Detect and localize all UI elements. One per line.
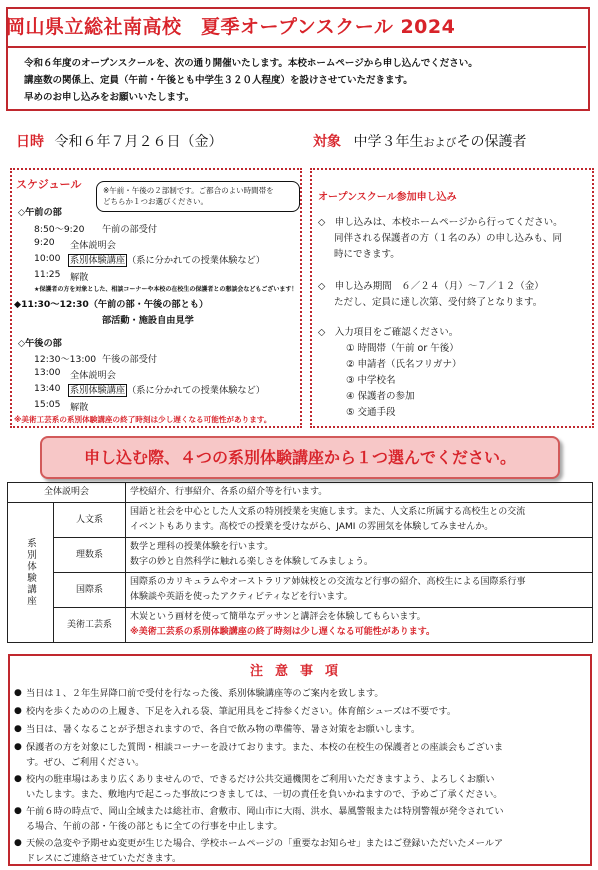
note-6b: る場合、午前の部・午後の部ともに全ての行事を中止します。 [26, 821, 283, 832]
table-row [8, 573, 593, 608]
event-date [16, 131, 222, 151]
general-text: 学校紹介、行事紹介、各系の紹介等を行います。 [126, 483, 593, 503]
am-course-label: 系別体験講座 [70, 255, 126, 266]
pm-text-4: 解散 [70, 402, 89, 413]
am-text-4: 解散 [70, 272, 89, 283]
pm-time-2: 13:00 [34, 367, 61, 378]
pm-text-1: 午後の部受付 [102, 354, 158, 365]
desc-line: 体験談や英語を使ったアクティビティなどを行います。 [130, 592, 353, 602]
apply-item-1: ① 時間帯（午前 or 午後） [346, 343, 459, 354]
am-text-1: 午前の部受付 [102, 224, 158, 235]
pm-course-label: 系別体験講座 [70, 385, 126, 396]
course-name-science: 理数系 [54, 538, 126, 573]
bullet-icon: ● [14, 806, 22, 816]
pm-course-box [68, 382, 265, 396]
selection-banner: 申し込む際、４つの系別体験講座から１つ選んでください。 [40, 436, 560, 479]
note-7a: 天候の急変や予期せぬ変更が生じた場合、学校ホームページの「重要なお知らせ」またはご登録いただいたメールア [26, 838, 504, 849]
am-course-desc: （系に分かれての授業体験など） [127, 255, 265, 266]
bullet-icon: ● [14, 688, 22, 698]
am-text-2: 全体説明会 [70, 240, 116, 251]
am-note: ★保護者の方を対象とした、相談コーナーや本校の在校生の保護者との懇談会などもございます！ [34, 286, 298, 293]
header-divider [6, 46, 586, 48]
intro-line-1: 令和６年度のオープンスクールを、次の通り開催いたします。本校ホームページから申し込んでください。 [24, 58, 478, 69]
mid-heading: ◆11:30～12:30（午前の部・午後の部とも） [14, 299, 209, 310]
apply-item-3: ③ 中学校名 [346, 375, 396, 386]
pm-course-desc: （系に分かれての授業体験など） [127, 385, 265, 396]
desc-line: 国際系のカリキュラムやオーストラリア姉妹校との交流など行事の紹介、高校生による国際系行事 [130, 577, 526, 587]
desc-line: 数字の妙と自然科学に触れる楽しさを体験してみましょう。 [130, 557, 374, 567]
bullet-icon: ● [14, 724, 22, 734]
desc-line: イベントもあります。高校での授業を受けながら、JAMI の雰囲気を体験してみませんか。 [130, 522, 494, 532]
apply-line-3: 時にできます。 [334, 249, 400, 260]
apply-item-5: ⑤ 交通手段 [346, 407, 396, 418]
date-label: 日時 [16, 134, 44, 150]
course-name-international: 国際系 [54, 573, 126, 608]
pm-text-2: 全体説明会 [70, 370, 116, 381]
am-course-box [68, 252, 265, 266]
mid-text: 部活動・施設自由見学 [102, 315, 194, 326]
note-4a: 保護者の方を対象にした質問・相談コーナーを設けております。また、本校の在校生の保護者との座談会もございま [26, 742, 504, 753]
pm-time-1: 12:30～13:00 [34, 354, 97, 365]
bullet-icon: ● [14, 742, 22, 752]
note-7b: ドレスにご連絡させていただきます。 [26, 853, 182, 864]
schedule-warning: ※美術工芸系の系別体験講座の終了時刻は少し遅くなる可能性があります。 [14, 415, 272, 424]
table-row [8, 608, 593, 643]
apply-title: オープンスクール参加申し込み [318, 192, 457, 203]
pm-time-4: 15:05 [34, 399, 61, 410]
bullet-icon: ● [14, 774, 22, 784]
desc-line: 国語と社会を中心とした人文系の特別授業を実施します。また、人文系に所属する高校生との交流 [130, 507, 526, 517]
pm-time-3: 13:40 [34, 383, 61, 394]
table-row [8, 503, 593, 538]
bullet-icon: ● [14, 838, 22, 848]
apply-item-2: ② 申請者（氏名フリガナ） [346, 359, 462, 370]
intro-line-2: 講座数の関係上、定員（午前・午後とも中学生３２０人程度）を設けさせていただきます。 [24, 75, 413, 86]
course-name-humanities: 人文系 [54, 503, 126, 538]
apply-line-4: ◇ 申し込み期間 ６／２４（月）～７／１２（金） [318, 281, 544, 292]
am-time-2: 9:20 [34, 237, 55, 248]
am-time-4: 11:25 [34, 269, 61, 280]
table-row [8, 483, 593, 503]
target-value-c: その保護者 [456, 134, 527, 150]
course-table [7, 482, 593, 643]
apply-line-1: ◇ 申し込みは、本校ホームページから行ってください。 [318, 217, 563, 228]
event-target [313, 131, 526, 151]
general-label: 全体説明会 [8, 483, 126, 503]
desc-line: 数学と理科の授業体験を行います。 [130, 542, 274, 552]
target-value-b: および [423, 136, 457, 149]
apply-item-4: ④ 保護者の参加 [346, 391, 415, 402]
desc-line: 木炭という画材を使って簡単なデッサンと講評会を体験してもらいます。 [130, 612, 426, 622]
schedule-title: スケジュール [16, 178, 82, 191]
course-desc-science [126, 538, 593, 573]
apply-line-6: ◇ 入力項目をご確認ください。 [318, 327, 459, 338]
note-1: 当日は１、２年生昇降口前で受付を行なった後、系別体験講座等のご案内を致します。 [26, 688, 384, 699]
course-name-art: 美術工芸系 [54, 608, 126, 643]
course-desc-humanities [126, 503, 593, 538]
schedule-callout [96, 181, 300, 212]
bullet-icon: ● [14, 706, 22, 716]
target-value-a: 中学３年生 [353, 134, 424, 150]
note-5a: 校内の駐車場はあまり広くありませんので、できるだけ公共交通機関をご利用いただきますよう、よろしくお願い [26, 774, 495, 785]
date-value: 令和６年７月２６日（金） [54, 134, 223, 150]
note-3: 当日は、暑くなることが予想されますので、各自で飲み物の準備等、暑さ対策をお願いします。 [26, 724, 421, 735]
pm-heading: ◇午後の部 [18, 338, 62, 349]
note-2: 校内を歩くためのの上履き、下足を入れる袋、筆記用具をご持参ください。体育館シューズは不要です。 [26, 706, 457, 717]
page-title: 岡山県立総社南高校 夏季オープンスクール 2024 [6, 16, 456, 38]
note-4b: す。ぜひ、ご利用ください。 [26, 757, 145, 768]
course-label: 系別体験講座 [8, 503, 54, 643]
table-row [8, 538, 593, 573]
course-desc-art [126, 608, 593, 643]
note-6a: 午前６時の時点で、岡山全域または総社市、倉敷市、岡山市に大雨、洪水、暴風警報または特別警報が発令されてい [26, 806, 504, 817]
apply-line-2: 同伴される保護者の方（１名のみ）の申し込みも、同 [334, 233, 563, 244]
notes-title: 注意事項 [249, 664, 350, 679]
intro-line-3: 早めのお申し込みをお願いいたします。 [24, 92, 195, 103]
am-time-3: 10:00 [34, 253, 61, 264]
note-5b: いたします。また、敷地内で起こった事故につきましては、一切の責任を負いかねますので、予めご了承ください。 [26, 789, 503, 800]
art-warning: ※美術工芸系の系別体験講座の終了時刻は少し遅くなる可能性があります。 [130, 627, 436, 637]
course-desc-international [126, 573, 593, 608]
apply-line-5: ただし、定員に達し次第、受付終了となります。 [334, 297, 543, 308]
am-time-1: 8:50～9:20 [34, 224, 85, 235]
am-heading: ◇午前の部 [18, 207, 62, 218]
target-label: 対象 [313, 134, 341, 150]
callout-line-1: ※午前・午後の２部制です。ご都合のよい時間帯を [103, 186, 274, 195]
callout-line-2: どちらか１つお選びください。 [103, 197, 208, 206]
